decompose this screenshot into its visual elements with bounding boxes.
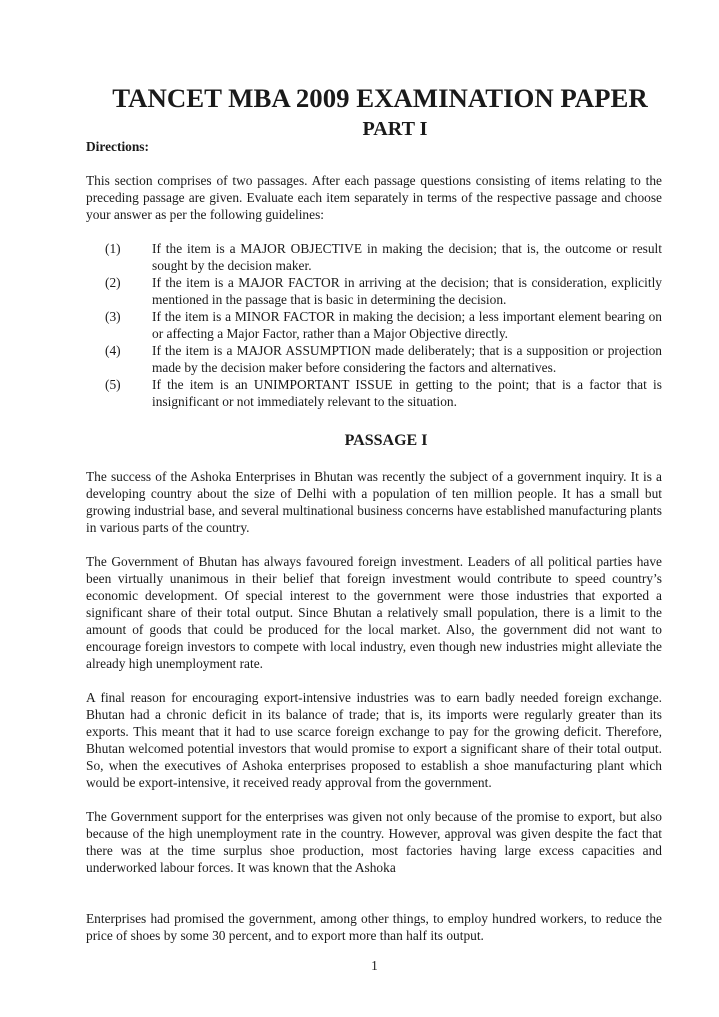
- guideline-number: (1): [105, 241, 121, 256]
- spacer: [86, 893, 662, 910]
- spacer: [86, 155, 662, 172]
- guidelines-list: [86, 240, 662, 410]
- guideline-number: (3): [105, 309, 121, 324]
- spacer: [86, 451, 662, 468]
- spacer: [86, 791, 662, 808]
- passage-paragraph: The Government of Bhutan has always favoured foreign investment. Leaders of all political parties have been virtually unanimous in their belief that foreign investment would contribute to speed country’s economic development. Of special interest to the government were those industries that exported a significant share of their total output. Since Bhutan a relatively small population, there is a limit to the amount of goods that could be produced for the local market. Also, the government did not want to encourage foreign investors to compete with local industry, even though new industries might alleviate the already high unemployment rate.: [86, 554, 662, 671]
- guideline-number: (5): [105, 377, 121, 392]
- document-title: TANCET MBA 2009 EXAMINATION PAPER: [112, 83, 648, 113]
- spacer: [86, 672, 662, 689]
- guideline-item: [86, 342, 662, 376]
- guideline-number: (2): [105, 275, 121, 290]
- passage-paragraph: Enterprises had promised the government, among other things, to employ hundred workers, to reduce the price of shoes by some 30 percent, and to export more than half its output.: [86, 911, 662, 943]
- exam-page: [86, 83, 662, 944]
- directions-intro: This section comprises of two passages. After each passage questions consisting of items relating to the preceding passage are given. Evaluate each item separately in terms of the respective passage and choose your answer as per the following guidelines:: [86, 173, 662, 222]
- guideline-text: If the item is a MAJOR ASSUMPTION made deliberately; that is a supposition or projection made by the decision maker before considering the factors and alternatives.: [152, 343, 662, 375]
- passage-paragraph: The Government support for the enterprises was given not only because of the promise to export, but also because of the high unemployment rate in the country. However, approval was given despite the fact that there was at the time surplus shoe production, most factories having large excess capacities and underworked labour forces. It was known that the Ashoka: [86, 809, 662, 875]
- guideline-item: [86, 376, 662, 410]
- spacer: [86, 536, 662, 553]
- guideline-number: (4): [105, 343, 121, 358]
- guideline-item: [86, 308, 662, 342]
- part-heading: PART I: [362, 118, 428, 140]
- guideline-text: If the item is a MINOR FACTOR in making the decision; a less important element bearing on or affecting a Major Factor, rather than a Major Objective directly.: [152, 309, 662, 341]
- page-number: 1: [371, 958, 378, 973]
- guideline-text: If the item is a MAJOR FACTOR in arriving at the decision; that is consideration, explicitly mentioned in the passage that is basic in determining the decision.: [152, 275, 662, 307]
- spacer: [86, 223, 662, 240]
- passage-heading: PASSAGE I: [344, 432, 428, 449]
- guideline-item: [86, 274, 662, 308]
- guideline-text: If the item is a MAJOR OBJECTIVE in making the decision; that is, the outcome or result sought by the decision maker.: [152, 241, 662, 273]
- directions-heading: Directions:: [86, 139, 149, 154]
- guideline-text: If the item is an UNIMPORTANT ISSUE in getting to the point; that is a factor that is insignificant or not immediately relevant to the situation.: [152, 377, 662, 409]
- spacer: [86, 876, 662, 893]
- passage-paragraph: A final reason for encouraging export-intensive industries was to earn badly needed foreign exchange. Bhutan had a chronic deficit in its balance of trade; that is, its imports were regularly greater than its exports. This meant that it had to use scarce foreign exchange to pay for the growing deficit. Therefore, Bhutan welcomed potential investors that would promise to export a significant share of their total output. So, when the executives of Ashoka enterprises proposed to establish a shoe manufacturing plant which would be export-intensive, it received ready approval from the government.: [86, 690, 662, 790]
- guideline-item: [86, 240, 662, 274]
- passage-paragraph: The success of the Ashoka Enterprises in Bhutan was recently the subject of a government inquiry. It is a developing country about the size of Delhi with a population of ten million people. It has a small but growing industrial base, and several multinational business concerns have established manufacturing plants in various parts of the country.: [86, 469, 662, 535]
